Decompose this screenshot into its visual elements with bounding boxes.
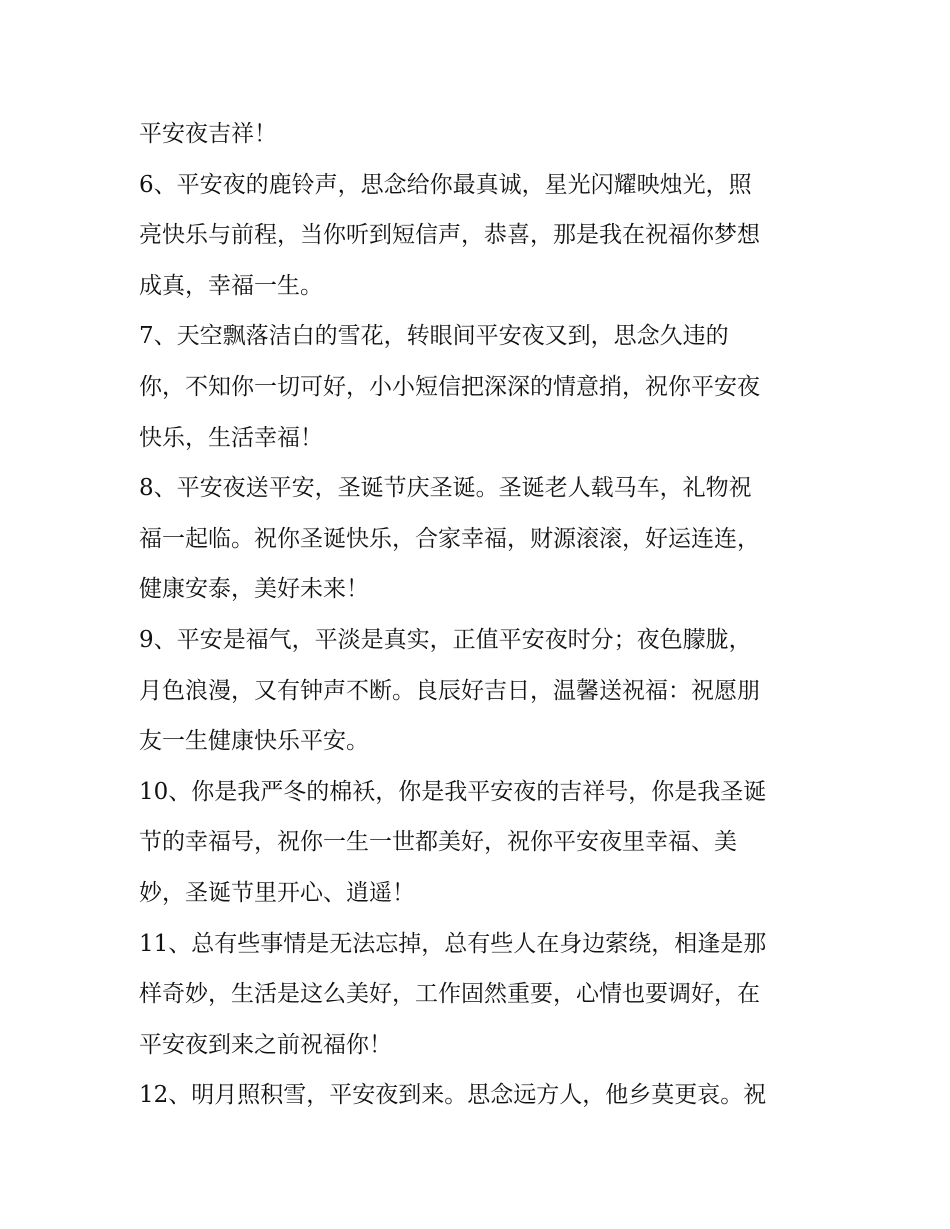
text-line: 月色浪漫，又有钟声不断。良辰好吉日，温馨送祝福：祝愿朋 bbox=[139, 677, 760, 704]
text-line: 成真，幸福一生。 bbox=[139, 272, 323, 299]
text-line: 节的幸福号，祝你一生一世都美好，祝你平安夜里幸福、美 bbox=[139, 829, 737, 856]
text-line: 样奇妙，生活是这么美好，工作固然重要，心情也要调好，在 bbox=[139, 981, 760, 1008]
text-line: 12、明月照积雪，平安夜到来。思念远方人，他乡莫更哀。祝 bbox=[139, 1082, 767, 1109]
text-line: 平安夜吉祥！ bbox=[139, 121, 277, 147]
document-body bbox=[139, 109, 839, 1121]
text-line: 福一起临。祝你圣诞快乐，合家幸福，财源滚滚，好运连连， bbox=[139, 525, 760, 552]
text-line: 平安夜到来之前祝福你！ bbox=[139, 1031, 392, 1058]
text-line: 8、平安夜送平安，圣诞节庆圣诞。圣诞老人载马车，礼物祝 bbox=[139, 475, 752, 502]
text-line: 7、天空飘落洁白的雪花，转眼间平安夜又到，思念久违的 bbox=[139, 323, 729, 350]
text-line: 10、你是我严冬的棉袄，你是我平安夜的吉祥号，你是我圣诞 bbox=[139, 778, 767, 805]
text-line: 11、总有些事情是无法忘掉，总有些人在身边萦绕，相逢是那 bbox=[139, 930, 767, 957]
text-line: 健康安泰，美好未来！ bbox=[139, 576, 369, 603]
text-line: 妙，圣诞节里开心、逍遥！ bbox=[139, 879, 415, 906]
text-line: 亮快乐与前程，当你听到短信声，恭喜，那是我在祝福你梦想 bbox=[139, 222, 760, 249]
text-line: 6、平安夜的鹿铃声，思念给你最真诚，星光闪耀映烛光，照 bbox=[139, 171, 752, 198]
text-line: 你，不知你一切可好，小小短信把深深的情意捎，祝你平安夜 bbox=[139, 373, 760, 400]
text-line: 9、平安是福气，平淡是真实，正值平安夜时分；夜色朦胧， bbox=[139, 626, 752, 653]
text-line: 友一生健康快乐平安。 bbox=[139, 728, 369, 755]
text-line: 快乐，生活幸福！ bbox=[139, 424, 323, 451]
